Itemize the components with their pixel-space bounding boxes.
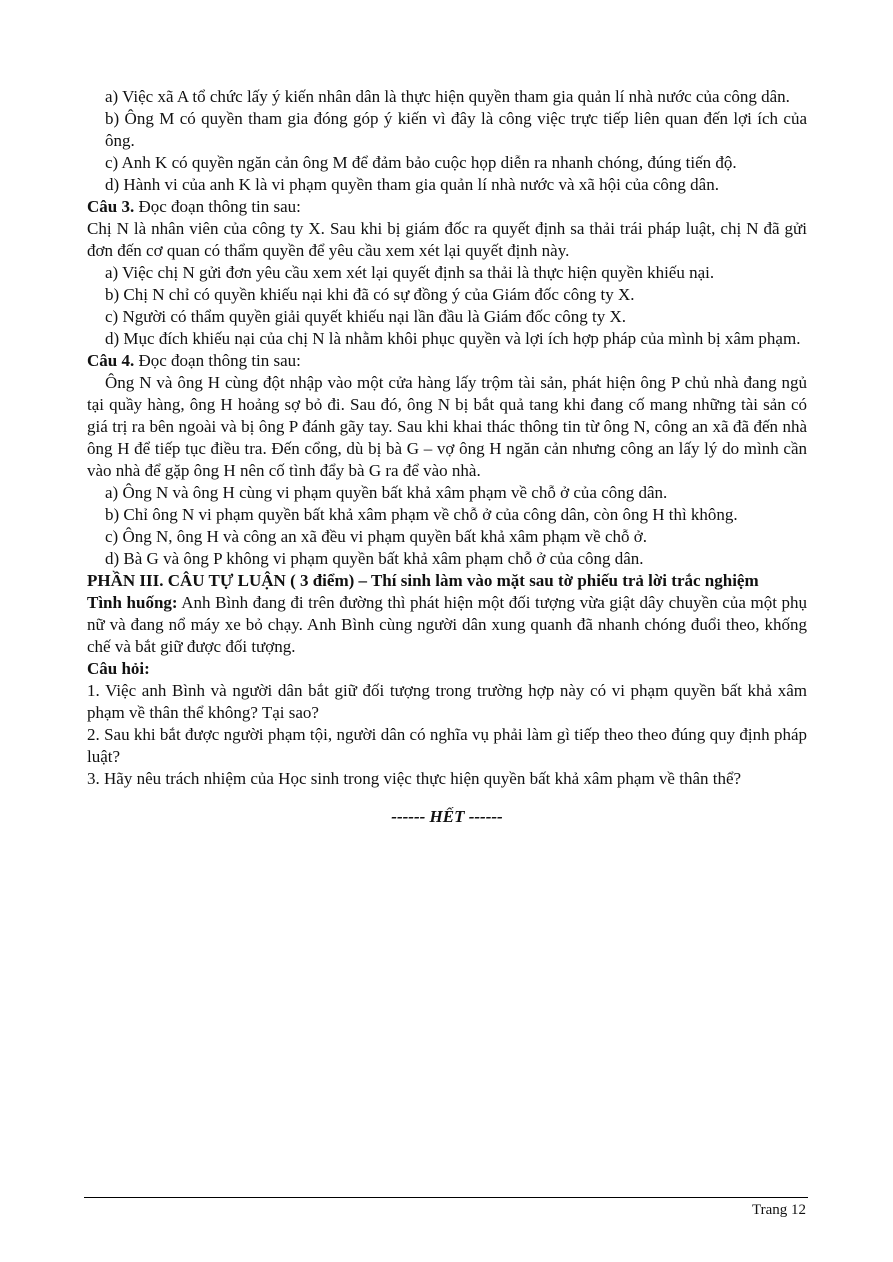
situation: [87, 592, 807, 658]
footer-divider: [84, 1197, 808, 1198]
q3-label: Câu 3.: [87, 197, 135, 216]
end-mark: ------ HẾT ------: [391, 807, 503, 826]
q4-label: Câu 4.: [87, 351, 135, 370]
q4-option-c: c) Ông N, ông H và công an xã đều vi phạm quyền bất khả xâm phạm về chỗ ở.: [105, 527, 647, 546]
document-body: [87, 86, 807, 828]
q3-option-d: d) Mục đích khiếu nại của chị N là nhằm khôi phục quyền và lợi ích hợp pháp của mình bị xâm phạm.: [105, 329, 801, 348]
q3-option-b: b) Chị N chỉ có quyền khiếu nại khi đã có sự đồng ý của Giám đốc công ty X.: [105, 285, 635, 304]
question-4: [87, 350, 807, 570]
q2-option-b: b) Ông M có quyền tham gia đóng góp ý kiến vì đây là công việc trực tiếp liên quan đến lợi ích của ông.: [105, 109, 807, 150]
situation-text: Anh Bình đang đi trên đường thì phát hiện một đối tượng vừa giật dây chuyền của một phụ nữ và đang nổ máy xe bỏ chạy. Anh Bình cùng người dân xung quanh đã nhanh chóng đuổi theo, khống chế và bắt giữ được đối tượng.: [87, 593, 808, 656]
page-number: Trang 12: [751, 1202, 806, 1218]
essay-question-1: 1. Việc anh Bình và người dân bắt giữ đối tượng trong trường hợp này có vi phạm quyền bất khả xâm phạm về thân thể không? Tại sao?: [87, 681, 807, 722]
q4-option-d: d) Bà G và ông P không vi phạm quyền bất khả xâm phạm chỗ ở của công dân.: [105, 549, 644, 568]
q3-intro: Đọc đoạn thông tin sau:: [134, 197, 301, 216]
q3-option-a: a) Việc chị N gửi đơn yêu cầu xem xét lại quyết định sa thải là thực hiện quyền khiếu nại.: [105, 263, 715, 282]
q4-header: [87, 350, 807, 372]
essay-question-2: 2. Sau khi bắt được người phạm tội, người dân có nghĩa vụ phải làm gì tiếp theo theo đúng quy định pháp luật?: [87, 725, 807, 766]
question-3: [87, 196, 807, 350]
q4-option-b: b) Chỉ ông N vi phạm quyền bất khả xâm phạm về chỗ ở của công dân, còn ông H thì không.: [105, 505, 738, 524]
q4-passage: Ông N và ông H cùng đột nhập vào một cửa hàng lấy trộm tài sản, phát hiện ông P chủ nhà đang ngủ tại quầy hàng, ông H hoảng sợ bỏ đi. Sau đó, ông N bị bắt quả tang khi đang cố mang những tài sản có giá trị ra bên ngoài và bị ông P đánh gãy tay. Sau khi khai thác thông tin từ ông N, công an xã đã đến nhà ông H để tiếp tục điều tra. Đến cổng, dù bị bà G – vợ ông H ngăn cản nhưng công an lấy lý do mình cần vào nhà để gặp ông H nên cố tình đẩy bà G ra để vào nhà.: [87, 373, 807, 480]
q4-intro: Đọc đoạn thông tin sau:: [134, 351, 301, 370]
part-3: [87, 570, 807, 790]
q4-option-a: a) Ông N và ông H cùng vi phạm quyền bất khả xâm phạm về chỗ ở của công dân.: [105, 483, 668, 502]
q2-option-a: a) Việc xã A tổ chức lấy ý kiến nhân dân là thực hiện quyền tham gia quản lí nhà nước của công dân.: [105, 87, 790, 106]
part3-heading: PHẦN III. CÂU TỰ LUẬN ( 3 điểm) – Thí sinh làm vào mặt sau tờ phiếu trả lời trắc nghiệm: [87, 571, 759, 590]
q3-option-c: c) Người có thẩm quyền giải quyết khiếu nại lần đầu là Giám đốc công ty X.: [105, 307, 626, 326]
q2-option-d: d) Hành vi của anh K là vi phạm quyền tham gia quản lí nhà nước và xã hội của công dân.: [105, 175, 719, 194]
q3-passage: Chị N là nhân viên của công ty X. Sau khi bị giám đốc ra quyết định sa thải trái pháp luật, chị N đã gửi đơn đến cơ quan có thẩm quyền để yêu cầu xem xét lại quyết định này.: [87, 219, 807, 260]
questions-label: Câu hỏi:: [87, 659, 150, 678]
situation-label: Tình huống:: [87, 593, 178, 612]
q3-header: [87, 196, 807, 218]
essay-question-3: 3. Hãy nêu trách nhiệm của Học sinh trong việc thực hiện quyền bất khả xâm phạm về thân thể?: [87, 769, 742, 788]
q2-options: [87, 86, 807, 196]
q2-option-c: c) Anh K có quyền ngăn cản ông M để đảm bảo cuộc họp diễn ra nhanh chóng, đúng tiến độ.: [105, 153, 737, 172]
